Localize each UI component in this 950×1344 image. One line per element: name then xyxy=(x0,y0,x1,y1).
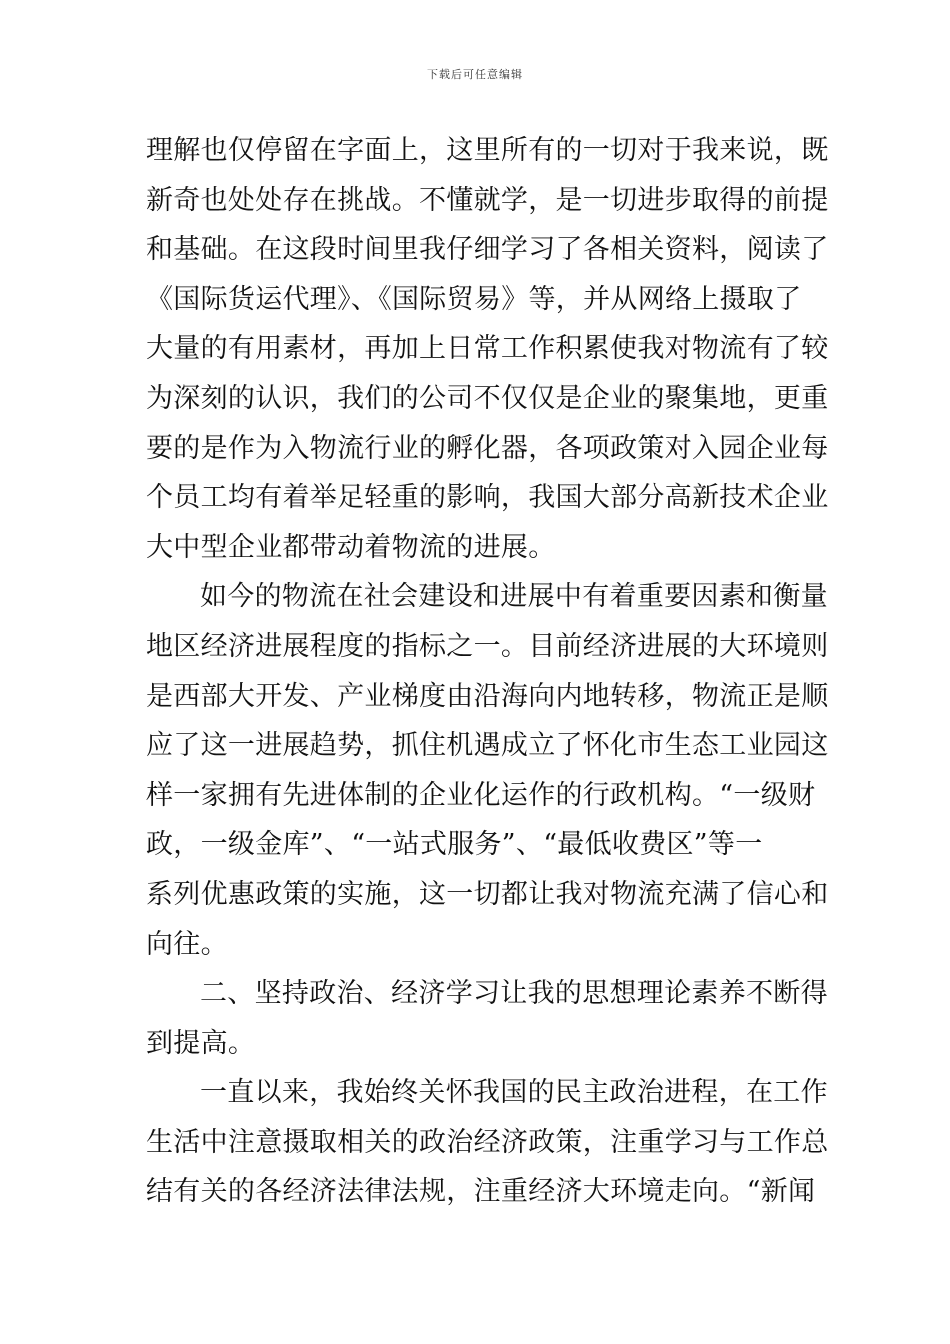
text-line: 样一家拥有先进体制的企业化运作的行政机构。“一级财 xyxy=(146,779,816,811)
text-line: 应了这一进展趋势，抓住机遇成立了怀化市生态工业园这 xyxy=(146,730,829,762)
text-line: 《国际货运代理》、《国际贸易》等，并从网络上摄取了 xyxy=(146,283,802,315)
text-line: 生活中注意摄取相关的政治经济政策，注重学习与工作总 xyxy=(146,1126,829,1158)
text-line: 一直以来，我始终关怀我国的民主政治进程，在工作 xyxy=(200,1077,828,1109)
text-line: 新奇也处处存在挑战。不懂就学，是一切进步取得的前提 xyxy=(146,184,829,216)
text-line: 地区经济进展程度的指标之一。目前经济进展的大环境则 xyxy=(146,630,829,662)
text-line: 向往。 xyxy=(146,928,228,960)
text-line: 大量的有用素材，再加上日常工作积累使我对物流有了较 xyxy=(146,333,829,365)
text-line: 系列优惠政策的实施，这一切都让我对物流充满了信心和 xyxy=(146,878,829,910)
text-line: 二、坚持政治、经济学习让我的思想理论素养不断得 xyxy=(200,978,828,1010)
text-line: 和基础。在这段时间里我仔细学习了各相关资料，阅读了 xyxy=(146,234,829,266)
document-body xyxy=(146,126,829,1217)
text-line: 理解也仅停留在字面上，这里所有的一切对于我来说，既 xyxy=(146,135,829,166)
text-line: 政，一级金库”、“一站式服务”、“最低收费区”等一 xyxy=(146,829,763,861)
text-line: 为深刻的认识，我们的公司不仅仅是企业的聚集地，更重 xyxy=(146,382,829,414)
text-line: 个员工均有着举足轻重的影响，我国大部分高新技术企业 xyxy=(146,482,829,514)
text-line: 大中型企业都带动着物流的进展。 xyxy=(146,531,556,563)
text-line: 到提高。 xyxy=(146,1027,256,1059)
text-line: 是西部大开发、产业梯度由沿海向内地转移，物流正是顺 xyxy=(146,680,829,712)
text-line: 要的是作为入物流行业的孵化器，各项政策对入园企业每 xyxy=(146,432,829,464)
page-header-note: 下载后可任意编辑 xyxy=(427,68,523,81)
text-line: 如今的物流在社会建设和进展中有着重要因素和衡量 xyxy=(200,581,828,613)
text-line: 结有关的各经济法律法规，注重经济大环境走向。“新闻 xyxy=(146,1176,816,1208)
